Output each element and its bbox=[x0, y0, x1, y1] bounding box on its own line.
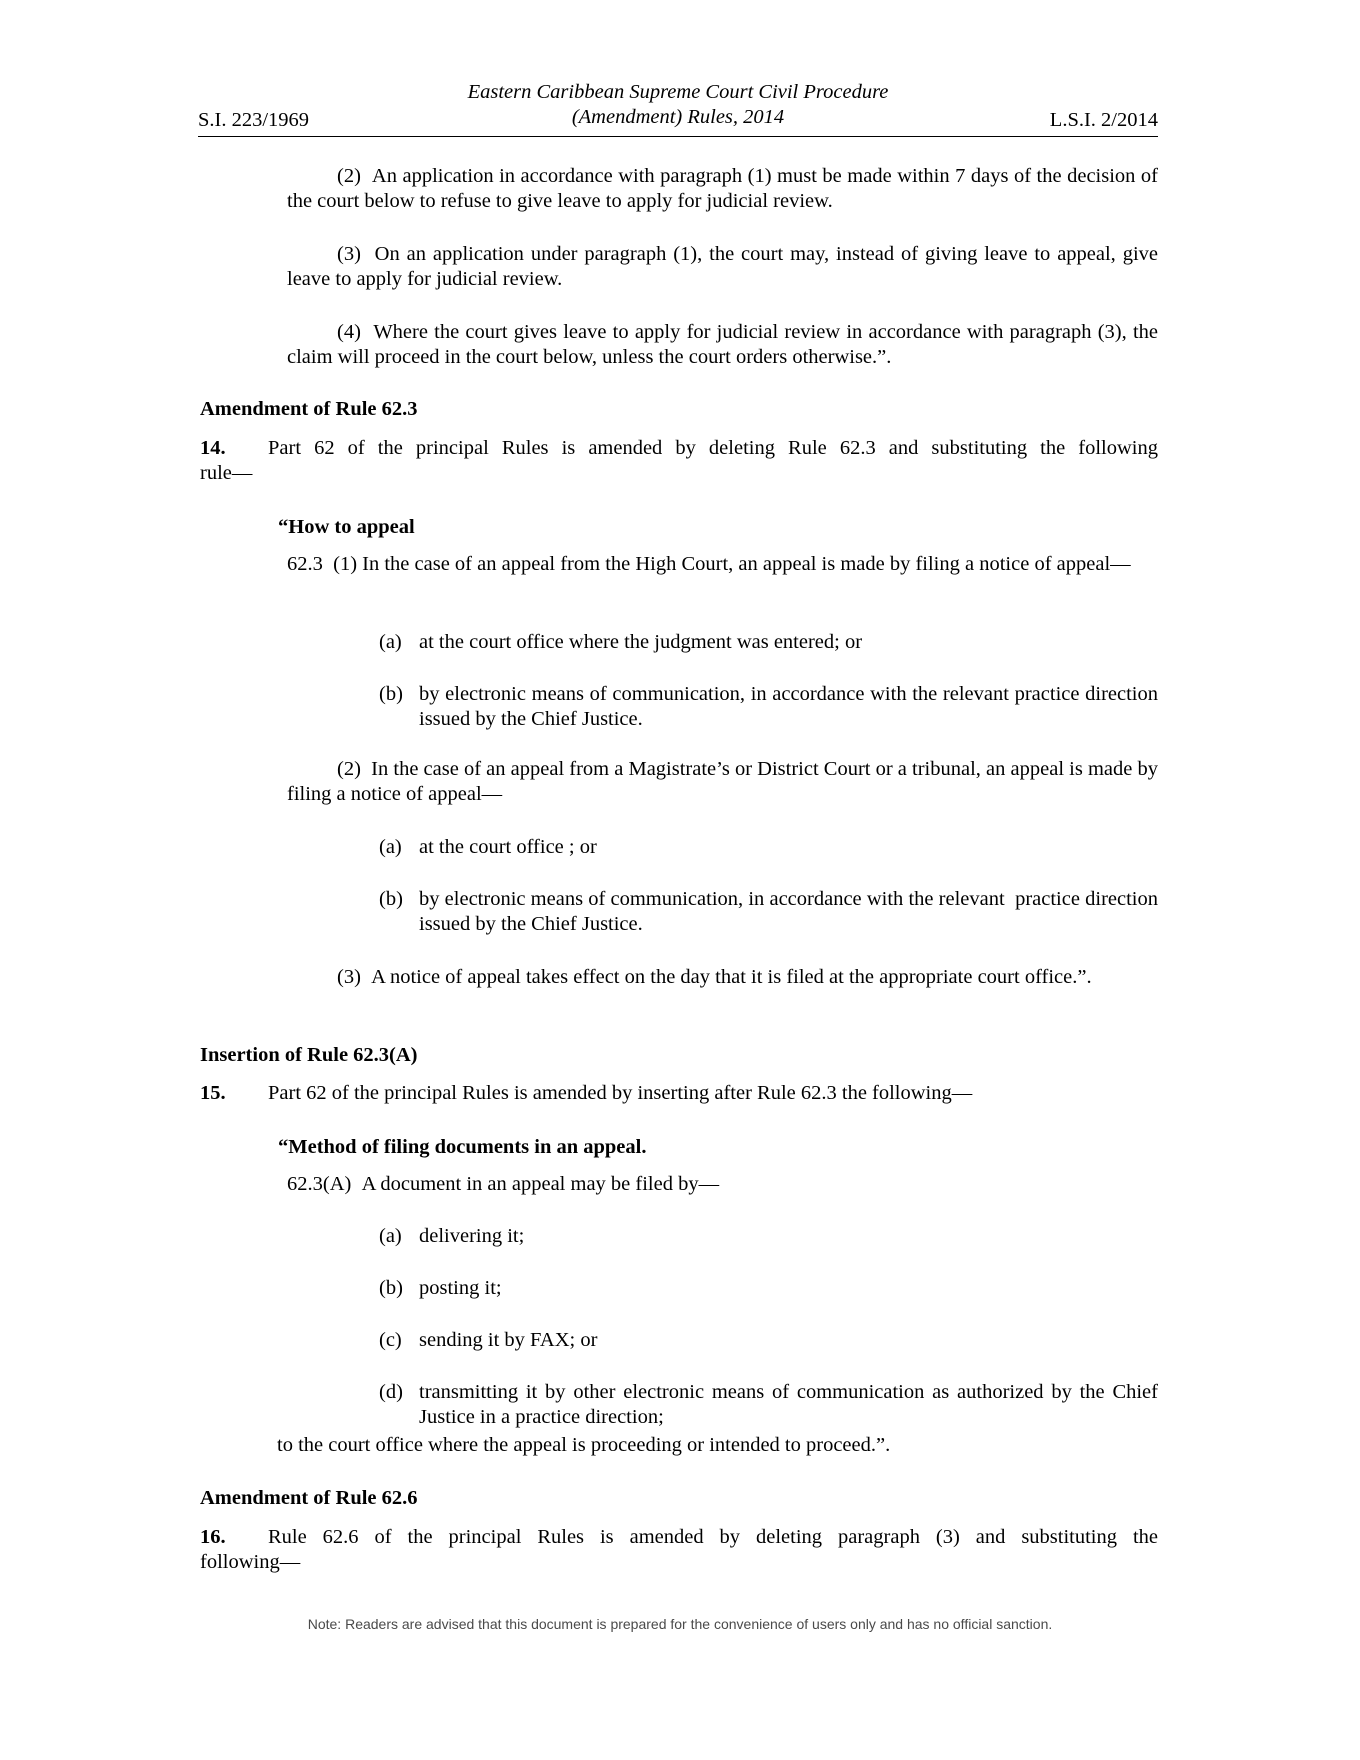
list-item-label: (d) bbox=[379, 1381, 403, 1403]
section-14-heading: Amendment of Rule 62.3 bbox=[200, 398, 418, 420]
rule-heading-how-to-appeal: “How to appeal bbox=[278, 516, 415, 538]
rule-62-3-3: (3) A notice of appeal takes effect on the day that it is filed at the appropriate court office.”. bbox=[337, 966, 1092, 988]
list-item-label: (b) bbox=[379, 888, 403, 910]
section-16-text-continued: following— bbox=[200, 1551, 301, 1573]
list-item bbox=[379, 1224, 1158, 1249]
list-item bbox=[379, 682, 1158, 732]
header-title-line2: (Amendment) Rules, 2014 bbox=[571, 106, 785, 128]
header-title-line1: Eastern Caribbean Supreme Court Civil Procedure bbox=[467, 81, 889, 103]
list-item-label: (b) bbox=[379, 683, 403, 705]
list-item-text: at the court office ; or bbox=[419, 836, 597, 858]
header-lsi-number: L.S.I. 2/2014 bbox=[1049, 109, 1158, 131]
list-item bbox=[379, 887, 1158, 937]
list-item bbox=[379, 1276, 1158, 1301]
section-16-heading: Amendment of Rule 62.6 bbox=[200, 1487, 418, 1509]
list-item-label: (a) bbox=[379, 631, 402, 653]
list-item-label: (b) bbox=[379, 1277, 403, 1299]
header-si-number: S.I. 223/1969 bbox=[198, 109, 310, 131]
list-item-label: (c) bbox=[379, 1329, 402, 1351]
rule-62-3a-intro: 62.3(A) A document in an appeal may be filed by— bbox=[287, 1173, 720, 1195]
rule-62-3-1: 62.3 (1) In the case of an appeal from the High Court, an appeal is made by filing a notice of appeal— bbox=[287, 553, 1131, 575]
paragraph-4-application: (4) Where the court gives leave to apply for judicial review in accordance with paragraph (3), the claim will proceed in the court below, unless the court orders otherwise.”. bbox=[287, 321, 1158, 368]
list-item bbox=[379, 835, 1158, 860]
paragraph-3-application: (3) On an application under paragraph (1), the court may, instead of giving leave to appeal, give leave to apply for judicial review. bbox=[287, 243, 1158, 290]
list-item bbox=[379, 630, 1158, 655]
section-14-number: 14. bbox=[200, 437, 226, 459]
section-16-number: 16. bbox=[200, 1526, 226, 1548]
list-item-text: by electronic means of communication, in accordance with the relevant practice direction issued by the Chief Justice. bbox=[419, 888, 1158, 935]
list-item-label: (a) bbox=[379, 1225, 402, 1247]
section-16-text: Rule 62.6 of the principal Rules is amended by deleting paragraph (3) and substituting the bbox=[268, 1526, 1158, 1548]
list-item-text: delivering it; bbox=[419, 1225, 525, 1247]
rule-62-3-2: (2) In the case of an appeal from a Magistrate’s or District Court or a tribunal, an appeal is made by filing a notice of appeal— bbox=[287, 758, 1158, 805]
section-15-text: Part 62 of the principal Rules is amended by inserting after Rule 62.3 the following— bbox=[268, 1082, 973, 1104]
section-14-text-continued: rule— bbox=[200, 462, 253, 484]
list-item-text: sending it by FAX; or bbox=[419, 1329, 598, 1351]
list-item-text: transmitting it by other electronic means of communication as authorized by the Chief Justice in a practice direction; bbox=[419, 1381, 1158, 1428]
section-15-closing: to the court office where the appeal is proceeding or intended to proceed.”. bbox=[277, 1434, 891, 1456]
list-item-label: (a) bbox=[379, 836, 402, 858]
list-item bbox=[379, 1328, 1158, 1353]
paragraph-2-application: (2) An application in accordance with paragraph (1) must be made within 7 days of the decision of the court below to refuse to give leave to apply for judicial review. bbox=[287, 165, 1158, 212]
list-item-text: posting it; bbox=[419, 1277, 502, 1299]
footer-note: Note: Readers are advised that this document is prepared for the convenience of users only and has no official sanction. bbox=[307, 1616, 1053, 1632]
list-item bbox=[379, 1380, 1158, 1430]
list-item-text: at the court office where the judgment was entered; or bbox=[419, 631, 863, 653]
header-title bbox=[198, 80, 1158, 130]
rule-heading-method-of-filing: “Method of filing documents in an appeal. bbox=[278, 1136, 647, 1158]
section-15-number: 15. bbox=[200, 1082, 226, 1104]
page-header bbox=[198, 78, 1158, 137]
list-item-text: by electronic means of communication, in accordance with the relevant practice direction issued by the Chief Justice. bbox=[419, 683, 1158, 730]
section-14-text: Part 62 of the principal Rules is amended by deleting Rule 62.3 and substituting the following bbox=[268, 437, 1158, 459]
section-15-heading: Insertion of Rule 62.3(A) bbox=[200, 1044, 418, 1066]
